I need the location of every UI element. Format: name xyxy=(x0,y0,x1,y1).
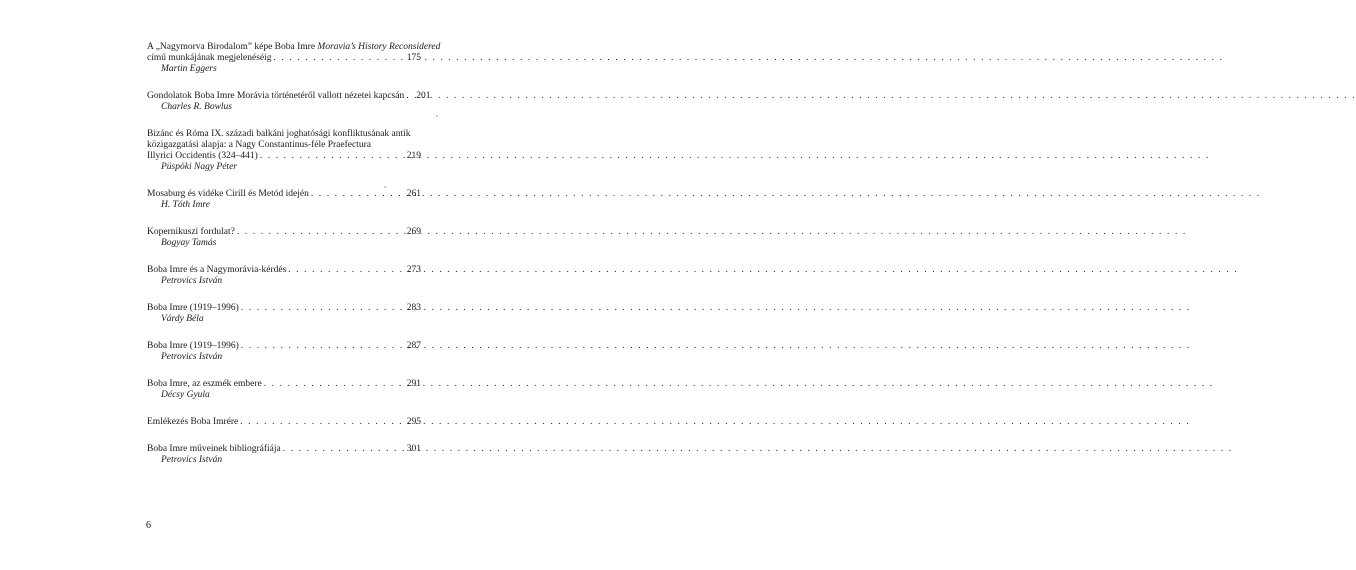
paper-speck xyxy=(436,115,438,117)
toc-entry xyxy=(147,91,431,113)
toc-title-text: Kopernikuszi fordulat? xyxy=(147,227,235,237)
dot-leader xyxy=(238,417,404,428)
toc-line xyxy=(147,189,421,200)
toc-line xyxy=(147,341,421,352)
dot-leader xyxy=(309,189,405,200)
toc-entry xyxy=(147,303,421,325)
toc-author: Charles R. Bowlus xyxy=(161,102,232,112)
toc-title-text: Emlékezés Boba Imrére xyxy=(147,417,239,427)
dot-leader xyxy=(239,303,405,314)
toc-entry xyxy=(147,42,441,75)
toc-author: Várdy Béla xyxy=(161,314,204,324)
dot-leader xyxy=(272,53,405,64)
toc-author: Petrovics István xyxy=(161,276,223,286)
toc-author: Bogyay Tamás xyxy=(161,238,217,248)
toc-line xyxy=(147,91,431,102)
toc-page-number: 261 xyxy=(406,189,421,199)
toc-page-number: 287 xyxy=(406,341,421,351)
toc-line xyxy=(147,417,421,428)
toc-line xyxy=(147,140,421,151)
toc-page-number: 219 xyxy=(406,151,421,161)
toc-page-number: 269 xyxy=(406,227,421,237)
toc-page-number: 273 xyxy=(406,265,421,275)
toc-title-text: Boba Imre, az eszmék embere xyxy=(147,379,262,389)
dot-leader xyxy=(258,151,405,162)
toc-author: H. Tóth Imre xyxy=(161,200,210,210)
toc-entry xyxy=(147,265,421,287)
toc-title-text: közigazgatási alapja: a Nagy Constantinus-féle Praefectura xyxy=(147,140,371,150)
toc-page-number: 301 xyxy=(406,444,421,454)
toc-line xyxy=(147,444,421,455)
table-of-contents xyxy=(147,42,441,482)
toc-title-text: Boba Imre műveinek bibliográfiája xyxy=(147,444,281,454)
toc-title-text: című munkájának megjelenéséig xyxy=(147,53,272,63)
toc-title-text: Gondolatok Boba Imre Morávia történetéről vallott nézetei kapcsán xyxy=(147,91,405,101)
toc-title-text: A „Nagymorva Birodalom” képe Boba Imre xyxy=(147,42,318,52)
toc-page-number: 201 xyxy=(416,91,431,101)
toc-entry xyxy=(147,189,421,211)
toc-line xyxy=(147,303,421,314)
toc-line xyxy=(147,129,421,140)
toc-author: Petrovics István xyxy=(161,455,223,465)
toc-title-text: Boba Imre (1919–1996) xyxy=(147,303,239,313)
toc-author: Décsy Gyula xyxy=(161,390,210,400)
book-page xyxy=(0,0,570,570)
dot-leader xyxy=(404,91,414,102)
toc-page-number: 175 xyxy=(406,53,421,63)
page-number: 6 xyxy=(146,520,151,531)
toc-entry xyxy=(147,227,421,249)
toc-author: Petrovics István xyxy=(161,352,223,362)
dot-leader xyxy=(239,341,405,352)
toc-title-text: Boba Imre és a Nagymorávia-kérdés xyxy=(147,265,287,275)
dot-leader xyxy=(286,265,404,276)
toc-entry xyxy=(147,444,421,466)
dot-leader xyxy=(262,379,405,390)
toc-title-text: Illyrici Occidentis (324–441) xyxy=(147,151,258,161)
toc-page-number: 295 xyxy=(406,417,421,427)
toc-entry xyxy=(147,379,421,401)
toc-line xyxy=(147,151,421,162)
toc-entry xyxy=(147,129,421,173)
dot-leader xyxy=(281,444,405,455)
toc-entry xyxy=(147,341,421,363)
toc-author: Püspöki Nagy Péter xyxy=(161,162,237,172)
toc-line xyxy=(147,42,441,53)
toc-author: Martin Eggers xyxy=(161,64,217,74)
toc-line xyxy=(147,227,421,238)
toc-page-number: 291 xyxy=(406,379,421,389)
toc-page-number: 283 xyxy=(406,303,421,313)
toc-title-text: Mosaburg és vidéke Cirill és Metód idején xyxy=(147,189,309,199)
toc-title-text: Bizánc és Róma IX. századi balkáni joghatósági konfliktusának antik xyxy=(147,129,411,139)
toc-line xyxy=(147,53,421,64)
toc-line xyxy=(147,265,421,276)
toc-entry xyxy=(147,417,421,428)
toc-italic-title: Moravia’s History Reconsidered xyxy=(317,42,441,52)
toc-line xyxy=(147,379,421,390)
paper-speck xyxy=(384,186,386,188)
dot-leader xyxy=(235,227,405,238)
toc-title-text: Boba Imre (1919–1996) xyxy=(147,341,239,351)
